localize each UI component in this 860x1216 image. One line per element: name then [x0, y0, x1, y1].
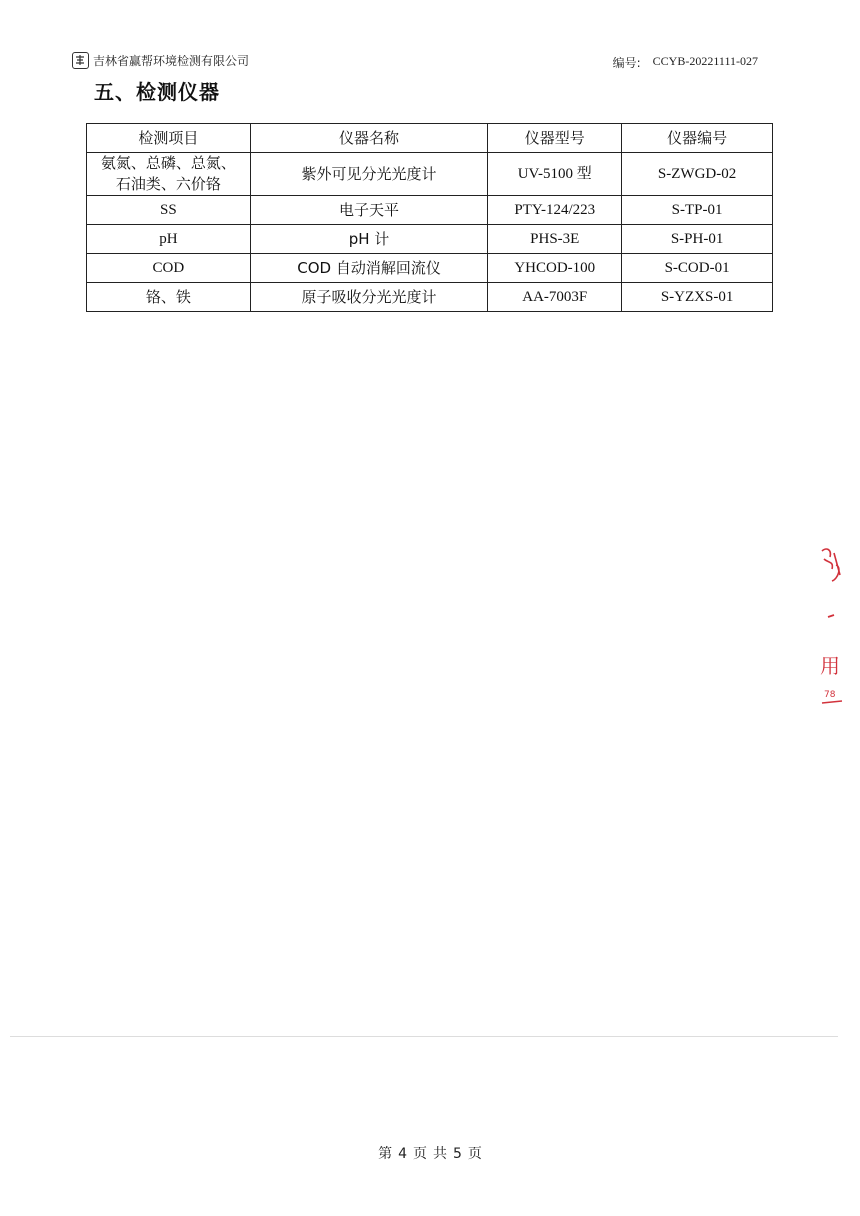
test-item-line: 石油类、六价铬: [115, 175, 221, 193]
test-item-cell: [87, 153, 251, 196]
test-item-line: 氨氮、总磷、总氮、: [100, 154, 236, 172]
instrument-model-cell: AA-7003F: [488, 283, 622, 312]
table-row: [87, 283, 773, 312]
seal-stamp-icon: [812, 545, 850, 715]
stamp-stroke: [828, 615, 834, 617]
instrument-name-cell: 紫外可见分光光度计: [250, 153, 488, 196]
instrument-name-cell: pH 计: [250, 225, 488, 254]
instrument-model-cell: PTY-124/223: [488, 196, 622, 225]
instrument-number-cell: S-COD-01: [622, 254, 773, 283]
footer-total-unit: 页: [467, 1146, 482, 1162]
table-row: [87, 254, 773, 283]
test-item-cell: pH: [87, 225, 251, 254]
test-item-cell: 铬、铁: [87, 283, 251, 312]
table-row: [87, 196, 773, 225]
instrument-model-cell: PHS-3E: [488, 225, 622, 254]
instrument-name-cell: 原子吸收分光光度计: [250, 283, 488, 312]
footer-total-pages: 5: [453, 1146, 462, 1162]
stamp-digits: 78: [824, 690, 836, 700]
column-header: 仪器型号: [488, 124, 622, 153]
footer-page-unit: 页: [413, 1146, 427, 1162]
column-header: 仪器编号: [622, 124, 773, 153]
stamp-glyph: 用: [820, 654, 840, 678]
instrument-number-cell: S-TP-01: [622, 196, 773, 225]
document-number-label: 编号:: [612, 56, 641, 70]
footer-total-prefix: 共: [433, 1146, 447, 1162]
bottom-divider: [10, 1036, 838, 1037]
document-number: [613, 54, 758, 71]
company-logo-icon: [72, 52, 89, 69]
column-header: 检测项目: [87, 124, 251, 153]
instrument-name-cell: 电子天平: [250, 196, 488, 225]
test-item-cell: COD: [87, 254, 251, 283]
instrument-model-cell: YHCOD-100: [488, 254, 622, 283]
instrument-table: [86, 123, 773, 312]
footer-page-number: 4: [398, 1146, 407, 1162]
instrument-name-cell: COD 自动消解回流仪: [250, 254, 488, 283]
table-header-row: [87, 124, 773, 153]
section-title: 五、检测仪器: [94, 80, 220, 104]
table-row: [87, 225, 773, 254]
instrument-number-cell: S-YZXS-01: [622, 283, 773, 312]
company-name: 吉林省赢帮环境检测有限公司: [93, 53, 250, 68]
instrument-number-cell: S-ZWGD-02: [622, 153, 773, 196]
instrument-model-cell: UV-5100 型: [488, 153, 622, 196]
test-item-cell: SS: [87, 196, 251, 225]
stamp-stroke: [822, 701, 842, 703]
stamp-stroke: [822, 549, 840, 581]
column-header: 仪器名称: [250, 124, 488, 153]
document-number-value: CCYB-20221111-027: [652, 54, 758, 68]
footer-prefix: 第: [378, 1146, 393, 1162]
instrument-number-cell: S-PH-01: [622, 225, 773, 254]
page-footer: [0, 1143, 860, 1163]
table-row: [87, 153, 773, 196]
company-header: [72, 50, 249, 70]
